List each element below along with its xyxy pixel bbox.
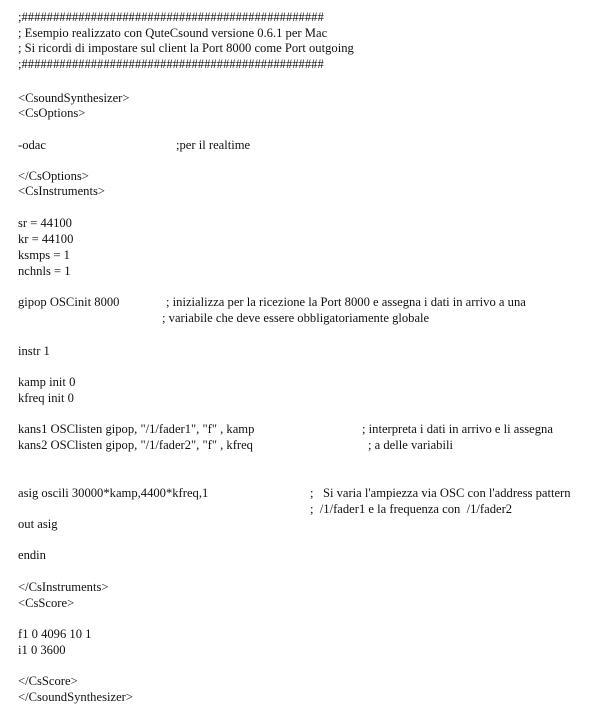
- asig-comment-2: ; /1/fader1 e la frequenza con /1/fader2: [310, 502, 513, 516]
- kfreq-init: kfreq init 0: [18, 391, 74, 405]
- global-sr: sr = 44100: [18, 216, 72, 230]
- osclisten-comment-2: ; a delle variabili: [368, 438, 453, 452]
- global-kr: kr = 44100: [18, 232, 74, 246]
- header-comment-line-2: ; Si ricordi di impostare sul client la Port 8000 come Port outgoing: [18, 41, 354, 55]
- csscore-open-tag: <CsScore>: [18, 596, 75, 610]
- endin: endin: [18, 548, 46, 562]
- csinstruments-close-tag: </CsInstruments>: [18, 580, 109, 594]
- global-ksmps: ksmps = 1: [18, 248, 70, 262]
- asig-oscili: asig oscili 30000*kamp,4400*kfreq,1: [18, 486, 209, 500]
- instr-header: instr 1: [18, 344, 50, 358]
- score-f1: f1 0 4096 10 1: [18, 627, 92, 641]
- score-i1: i1 0 3600: [18, 643, 66, 657]
- option-flag-comment: ;per il realtime: [176, 138, 251, 152]
- out-asig: out asig: [18, 517, 58, 531]
- osclisten-comment-1: ; interpreta i dati in arrivo e li assegna: [362, 422, 553, 436]
- osclisten-line-1: kans1 OSClisten gipop, "/1/fader1", "f" , kamp: [18, 422, 255, 436]
- oscinit-code: gipop OSCinit 8000: [18, 295, 120, 309]
- csound-synthesizer-open-tag: <CsoundSynthesizer>: [18, 91, 130, 105]
- option-flag: -odac: [18, 138, 46, 152]
- oscinit-comment-1: ; inizializza per la ricezione la Port 8000 e assegna i dati in arrivo a una: [166, 295, 526, 309]
- header-comment-line-1: ; Esempio realizzato con QuteCsound versione 0.6.1 per Mac: [18, 26, 328, 40]
- kamp-init: kamp init 0: [18, 375, 76, 389]
- global-nchnls: nchnls = 1: [18, 264, 71, 278]
- header-rule-bottom: ;################################################: [18, 57, 324, 71]
- csinstruments-open-tag: <CsInstruments>: [18, 184, 105, 198]
- csoptions-open-tag: <CsOptions>: [18, 106, 86, 120]
- csoptions-close-tag: </CsOptions>: [18, 169, 89, 183]
- asig-comment-1: ; Si varia l'ampiezza via OSC con l'address pattern: [310, 486, 571, 500]
- oscinit-comment-2: ; variabile che deve essere obbligatoriamente globale: [162, 311, 430, 325]
- osclisten-line-2: kans2 OSClisten gipop, "/1/fader2", "f" , kfreq: [18, 438, 253, 452]
- header-rule-top: ;################################################: [18, 10, 324, 24]
- csscore-close-tag: </CsScore>: [18, 674, 78, 688]
- csound-synthesizer-close-tag: </CsoundSynthesizer>: [18, 690, 133, 704]
